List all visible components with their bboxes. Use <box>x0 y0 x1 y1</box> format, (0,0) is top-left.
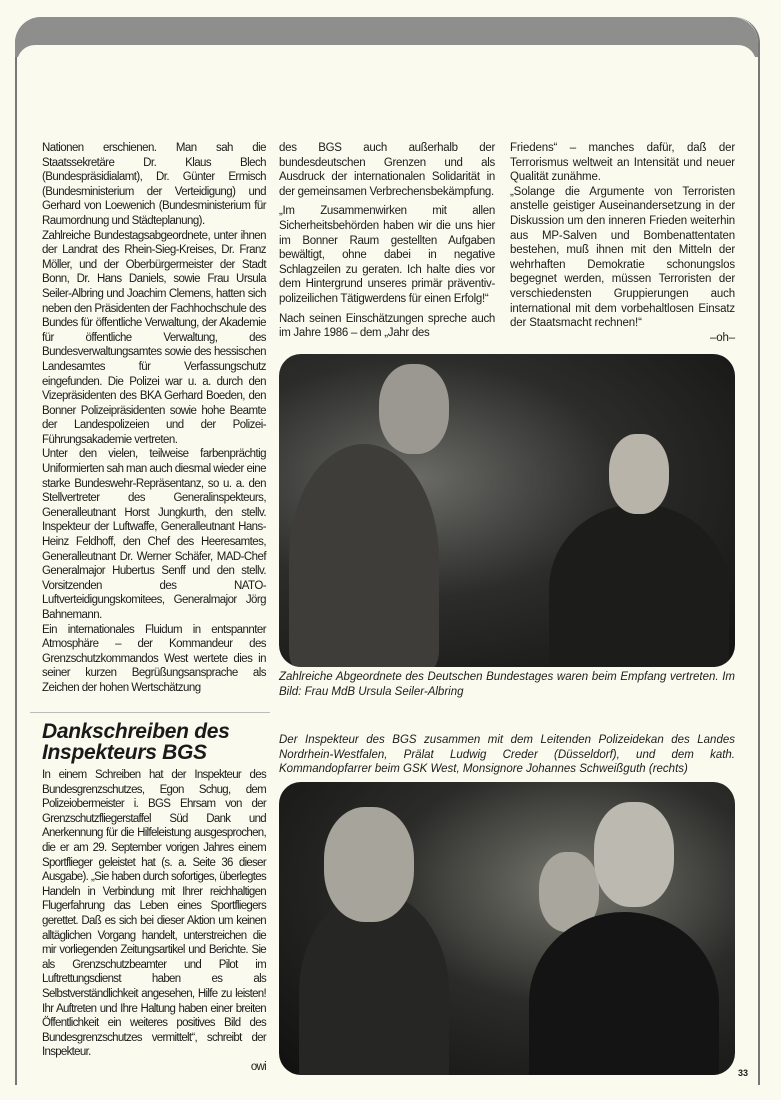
article-column-2 <box>279 141 495 341</box>
article-column-1 <box>42 141 266 696</box>
paragraph: Friedens“ – manches dafür, daß der Terrorismus weltweit an Intensität und neuer Qualität zunähme. <box>510 142 735 184</box>
sidebar-article-body <box>42 768 266 1074</box>
author-signature: –oh– <box>710 331 735 344</box>
paragraph: „Im Zusammenwirken mit allen Sicherheitsbehörden haben wir die uns hier im Bonner Raum gestellten Aufgaben bewältigt, ohne dabei in negative Schlagzeilen zu geraten. Ich halte dies vor dem Hintergrund unseres primär präventiv-polizeilichen Tätigwerdens für einen Erfolg!“ <box>279 205 495 305</box>
photo-inspector-clergy <box>279 782 735 1075</box>
divider <box>30 712 270 713</box>
paragraph: Nach seinen Einschätzungen spreche auch im Jahre 1986 – dem „Jahr des <box>279 312 495 340</box>
sidebar-headline: Dankschreiben des Inspekteurs BGS <box>42 720 230 764</box>
article-column-3 <box>510 141 735 345</box>
paragraph: Ein internationales Fluidum in entspannter Atmosphäre – der Kommandeur des Grenzschutzkommandos West wertete dies in seiner kurzen Begrüßungsansprache als Zeichen der hohen Wertschätzung <box>42 623 266 694</box>
paragraph: „Solange die Argumente von Terroristen anstelle geistiger Auseinandersetzung in der Diskussion um den inneren Frieden weiterhin aus MP-Salven und Bombenattentaten bestehen, muß ihnen mit den Mitteln der wehrhaften Demokratie schonungslos begegnet werden, müssen Terroristen der verschiedensten Gruppierungen auch international mit dem vorbehaltlosen Einsatz der Staatsmacht rechnen!“ <box>510 185 735 330</box>
paragraph: Zahlreiche Bundestagsabgeordnete, unter ihnen der Landrat des Rhein-Sieg-Kreises, Dr. Franz Möller, und der Oberbürgermeister der Stadt Bonn, Dr. Hans Daniels, sowie Frau Ursula Seiler-Albring und Joachim Clemens, hatten sich neben den Präsidenten der Fachhochschule des Bundes für öffentliche Verwaltung, der Akademie für öffentliche Verwaltung, des Bundesverwaltungsamtes sowie des hessischen Landesamtes für Verfassungschutz eingefunden. Die Polizei war u. a. durch den Vizepräsidenten des BKA Gerhard Boeden, den Bonner Polizeipräsidenten sowie hohe Beamte der Landespolizeien und der Polizei-Führungsakademie vertreten. <box>42 229 266 446</box>
photo-caption-2: Der Inspekteur des BGS zusammen mit dem Leitenden Polizeidekan des Landes Nordrhein-Westfalen, Prälat Ludwig Creder (Düsseldorf), und dem kath. Kommandopfarrer beim GSK West, Monsignore Johannes Schweißguth (rechts) <box>279 734 735 776</box>
paragraph: In einem Schreiben hat der Inspekteur des Bundesgrenzschutzes, Egon Schug, dem Polizeiobermeister i. BGS Ehrsam von der Grenzschutzfliegerstaffel Süd Dank und Anerkennung für die Hilfeleistung ausgesprochen, die er am 29. September vorigen Jahres einem Sportflieger geleistet hat (s. a. Seite 36 dieser Ausgabe). „Sie haben durch sofortiges, überlegtes Handeln in Verbindung mit Ihrer reichhaltigen Flugerfahrung das Leben eines Sportfliegers gerettet. Daß es sich bei dieser Aktion um keinen alltäglichen Vorgang handelt, unterstreichen die mir vorliegenden Zeitungsartikel und Berichte. Sie als Grenzschutzbeamter und Pilot im Luftrettungsdienst haben es als Selbstverständlichkeit angesehen, Hilfe zu leisten! Ihr Auftreten und Ihre Haltung haben einer breiten Öffentlichkeit ein weiteres positives Bild des Bundesgrenzschutzes vermittelt“, schreibt der Inspekteur. <box>42 769 266 1059</box>
paragraph: Nationen erschienen. Man sah die Staatssekretäre Dr. Klaus Blech (Bundespräsidialamt), Dr. Günter Ermisch (Bundesministerium der Verteidigung) und Gerhard von Loewenich (Bundesministerium für Raumordnung und Städteplanung). <box>42 142 266 227</box>
paragraph: Unter den vielen, teilweise farbenprächtig Uniformierten sah man auch diesmal wieder eine starke Bundeswehr-Repräsentanz, so u. a. den Stellvertreter des Generalinspekteurs, Generalleutnant Horst Jungkurth, den stellv. Inspekteur der Luftwaffe, Generalleutnant Hans-Heinz Feldhoff, den Chef des Heeresamtes, Generalleutnant Dr. Werner Schäfer, MAD-Chef Generalmajor Hubertus Senff und den stellv. Vorsitzenden des NATO-Luftverteidigungskomitees, Generalmajor Jörg Bahnemann. <box>42 448 266 621</box>
paragraph: des BGS auch außerhalb der bundesdeutschen Grenzen und als Ausdruck der internationalen Solidarität in der gemeinsamen Verbrechensbekämpfung. <box>279 142 495 198</box>
photo-caption-1: Zahlreiche Abgeordnete des Deutschen Bundestages waren beim Empfang vertreten. Im Bild: Frau MdB Ursula Seiler-Albring <box>279 671 735 698</box>
page-number: 33 <box>738 1068 749 1078</box>
author-signature: owi <box>250 1060 266 1073</box>
photo-reception-guests <box>279 354 735 667</box>
